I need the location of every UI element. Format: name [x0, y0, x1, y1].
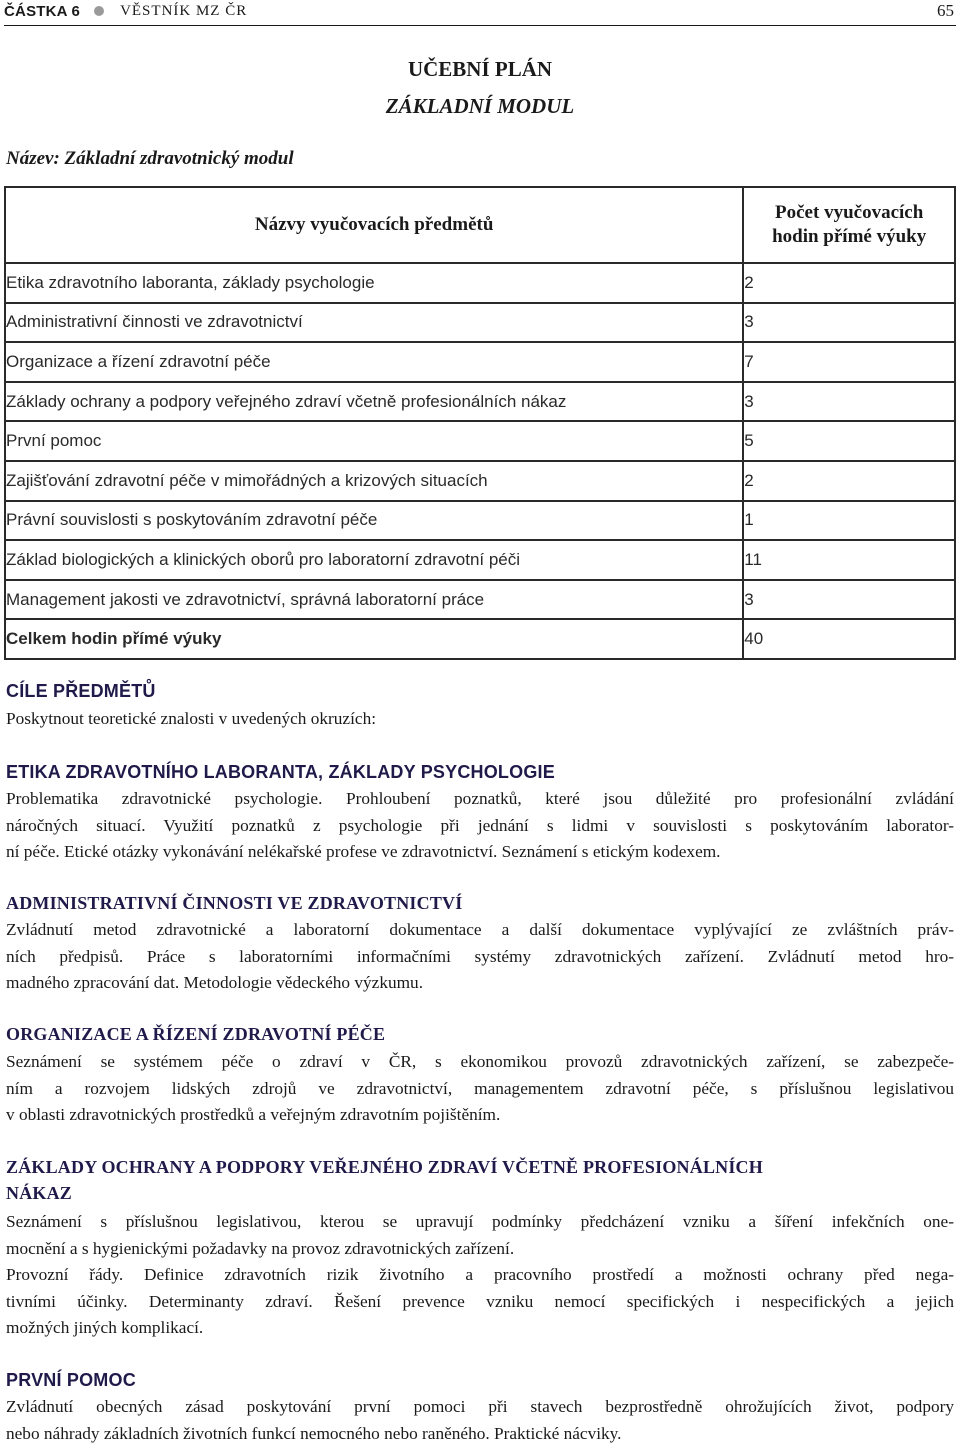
subject-hours: 3: [743, 382, 955, 422]
section-title-public-health: [6, 1157, 763, 1208]
body-line: tivními účinky. Determinanty zdraví. Řešení prevence vzniku nemocí specifických i nespecifických a jejich: [6, 1291, 954, 1311]
section-title-organization: ORGANIZACE A ŘÍZENÍ ZDRAVOTNÍ PÉČE: [6, 1024, 386, 1044]
body-line: Problematika zdravotnické psychologie. Prohloubení poznatků, které jsou důležité pro profesionální zvládání: [6, 789, 954, 808]
running-header: [4, 0, 956, 22]
body-line: možných jiných komplikací.: [6, 1318, 204, 1337]
subject-hours: 7: [743, 342, 955, 382]
column-header-hours-line2: hodin přímé výuky: [772, 226, 927, 247]
subject-hours: 2: [743, 263, 955, 303]
body-line: Seznámení se systémem péče o zdraví v ČR, s ekonomikou provozů zdravotnických zařízení, se zabezpeče-: [6, 1052, 954, 1071]
section-title-goals: CÍLE PŘEDMĚTŮ: [6, 681, 156, 701]
bullet-dot-icon: [94, 6, 104, 16]
body-line: Seznámení s příslušnou legislativou, kterou se upravují podmínky předcházení vzniku a šíření infekčních one-: [6, 1212, 954, 1231]
section-body-goals: [6, 706, 954, 733]
journal-name: VĚSTNÍK MZ ČR: [120, 2, 248, 19]
table-row: [5, 342, 955, 382]
table-row: [5, 382, 955, 422]
section-title-admin: ADMINISTRATIVNÍ ČINNOSTI VE ZDRAVOTNICTVÍ: [6, 893, 463, 913]
subject-name: První pomoc: [5, 421, 743, 461]
table-row: [5, 501, 955, 541]
body-line: náročných situací. Využití poznatků z psychologie při jednání s lidmi v souvislosti s poskytováním laborator-: [6, 815, 954, 835]
subject-hours: 2: [743, 461, 955, 501]
body-line: v oblasti zdravotnických prostředků a veřejným zdravotním pojištěním.: [6, 1105, 501, 1124]
section-title-line: NÁKAZ: [6, 1183, 73, 1203]
module-name: Název: Základní zdravotnický modul: [6, 148, 294, 169]
subject-name: Základ biologických a klinických oborů pro laboratorní zdravotní péči: [5, 540, 743, 580]
section-body-public-health: [6, 1209, 954, 1342]
body-line: Zvládnutí metod zdravotnické a laboratorní dokumentace a další dokumentace vyplývající ze zvláštních práv-: [6, 920, 954, 939]
column-header-hours: [743, 187, 955, 263]
section-body-first-aid: [6, 1394, 954, 1447]
body-line: Poskytnout teoretické znalosti v uvedených okruzích:: [6, 709, 377, 728]
table-row: [5, 303, 955, 343]
subject-hours: 11: [743, 540, 955, 580]
section-title-ethics: ETIKA ZDRAVOTNÍHO LABORANTA, ZÁKLADY PSYCHOLOGIE: [6, 762, 555, 782]
body-line: ní péče. Etické otázky vykonávání nelékařské profese ve zdravotnictví. Seznámení s etickým kodexem.: [6, 842, 721, 861]
body-line: madného zpracování dat. Metodologie vědeckého výzkumu.: [6, 973, 424, 992]
column-header-hours-line1: Počet vyučovacích: [775, 202, 924, 223]
table-row: [5, 540, 955, 580]
subject-name: Etika zdravotního laboranta, základy psychologie: [5, 263, 743, 303]
column-header-subjects: Názvy vyučovacích předmětů: [5, 187, 743, 263]
table-row: [5, 263, 955, 303]
subject-name: Zajišťování zdravotní péče v mimořádných a krizových situacích: [5, 461, 743, 501]
page-number: 65: [937, 1, 954, 20]
plan-title: [0, 57, 960, 82]
subject-hours: 3: [743, 303, 955, 343]
section-body-admin: [6, 917, 954, 997]
subject-name: Administrativní činnosti ve zdravotnictví: [5, 303, 743, 343]
subject-hours: 5: [743, 421, 955, 461]
subject-name: Organizace a řízení zdravotní péče: [5, 342, 743, 382]
subject-name: Základy ochrany a podpory veřejného zdraví včetně profesionálních nákaz: [5, 382, 743, 422]
issue-part: ČÁSTKA 6: [4, 2, 81, 20]
table-row: [5, 421, 955, 461]
body-line: mocnění a s hygienickými požadavky na provoz zdravotnických zařízení.: [6, 1238, 515, 1258]
table-header-row: [5, 187, 955, 263]
body-line: ních předpisů. Práce s laboratorními informačními systémy zdravotnických zařízení. Zvládnutí metod hro-: [6, 946, 954, 966]
subject-hours: 3: [743, 580, 955, 620]
section-body-ethics: [6, 786, 954, 866]
section-title-first-aid: PRVNÍ POMOC: [6, 1370, 136, 1390]
table-total-row: [5, 619, 955, 659]
plan-subtitle-text: ZÁKLADNÍ MODUL: [385, 94, 575, 118]
plan-subtitle: [0, 94, 960, 119]
table-row: [5, 461, 955, 501]
body-line: Zvládnutí obecných zásad poskytování první pomoci při stavech bezprostředně ohrožujících život, podpory: [6, 1397, 954, 1416]
section-title-line: ZÁKLADY OCHRANY A PODPORY VEŘEJNÉHO ZDRAVÍ VČETNĚ PROFESIONÁLNÍCH: [6, 1157, 763, 1177]
subject-name: Právní souvislosti s poskytováním zdravotní péče: [5, 501, 743, 541]
section-body-organization: [6, 1049, 954, 1129]
body-line: Provozní řády. Definice zdravotních rizik životního a pracovního prostředí a možnosti ochrany před nega-: [6, 1265, 954, 1284]
body-line: nebo náhrady základních životních funkcí nemocného nebo raněného. Praktické nácviky.: [6, 1423, 622, 1443]
total-hours: 40: [743, 619, 955, 659]
header-divider: [4, 25, 956, 26]
subject-hours: 1: [743, 501, 955, 541]
total-label: Celkem hodin přímé výuky: [5, 619, 743, 659]
table-row: [5, 580, 955, 620]
subject-name: Management jakosti ve zdravotnictví, správná laboratorní práce: [5, 580, 743, 620]
plan-title-text: UČEBNÍ PLÁN: [407, 57, 553, 81]
body-line: ním a rozvojem lidských zdrojů ve zdravotnictví, managementem zdravotní péče, s příslušnou legislativou: [6, 1078, 954, 1098]
subjects-table: [4, 186, 956, 660]
